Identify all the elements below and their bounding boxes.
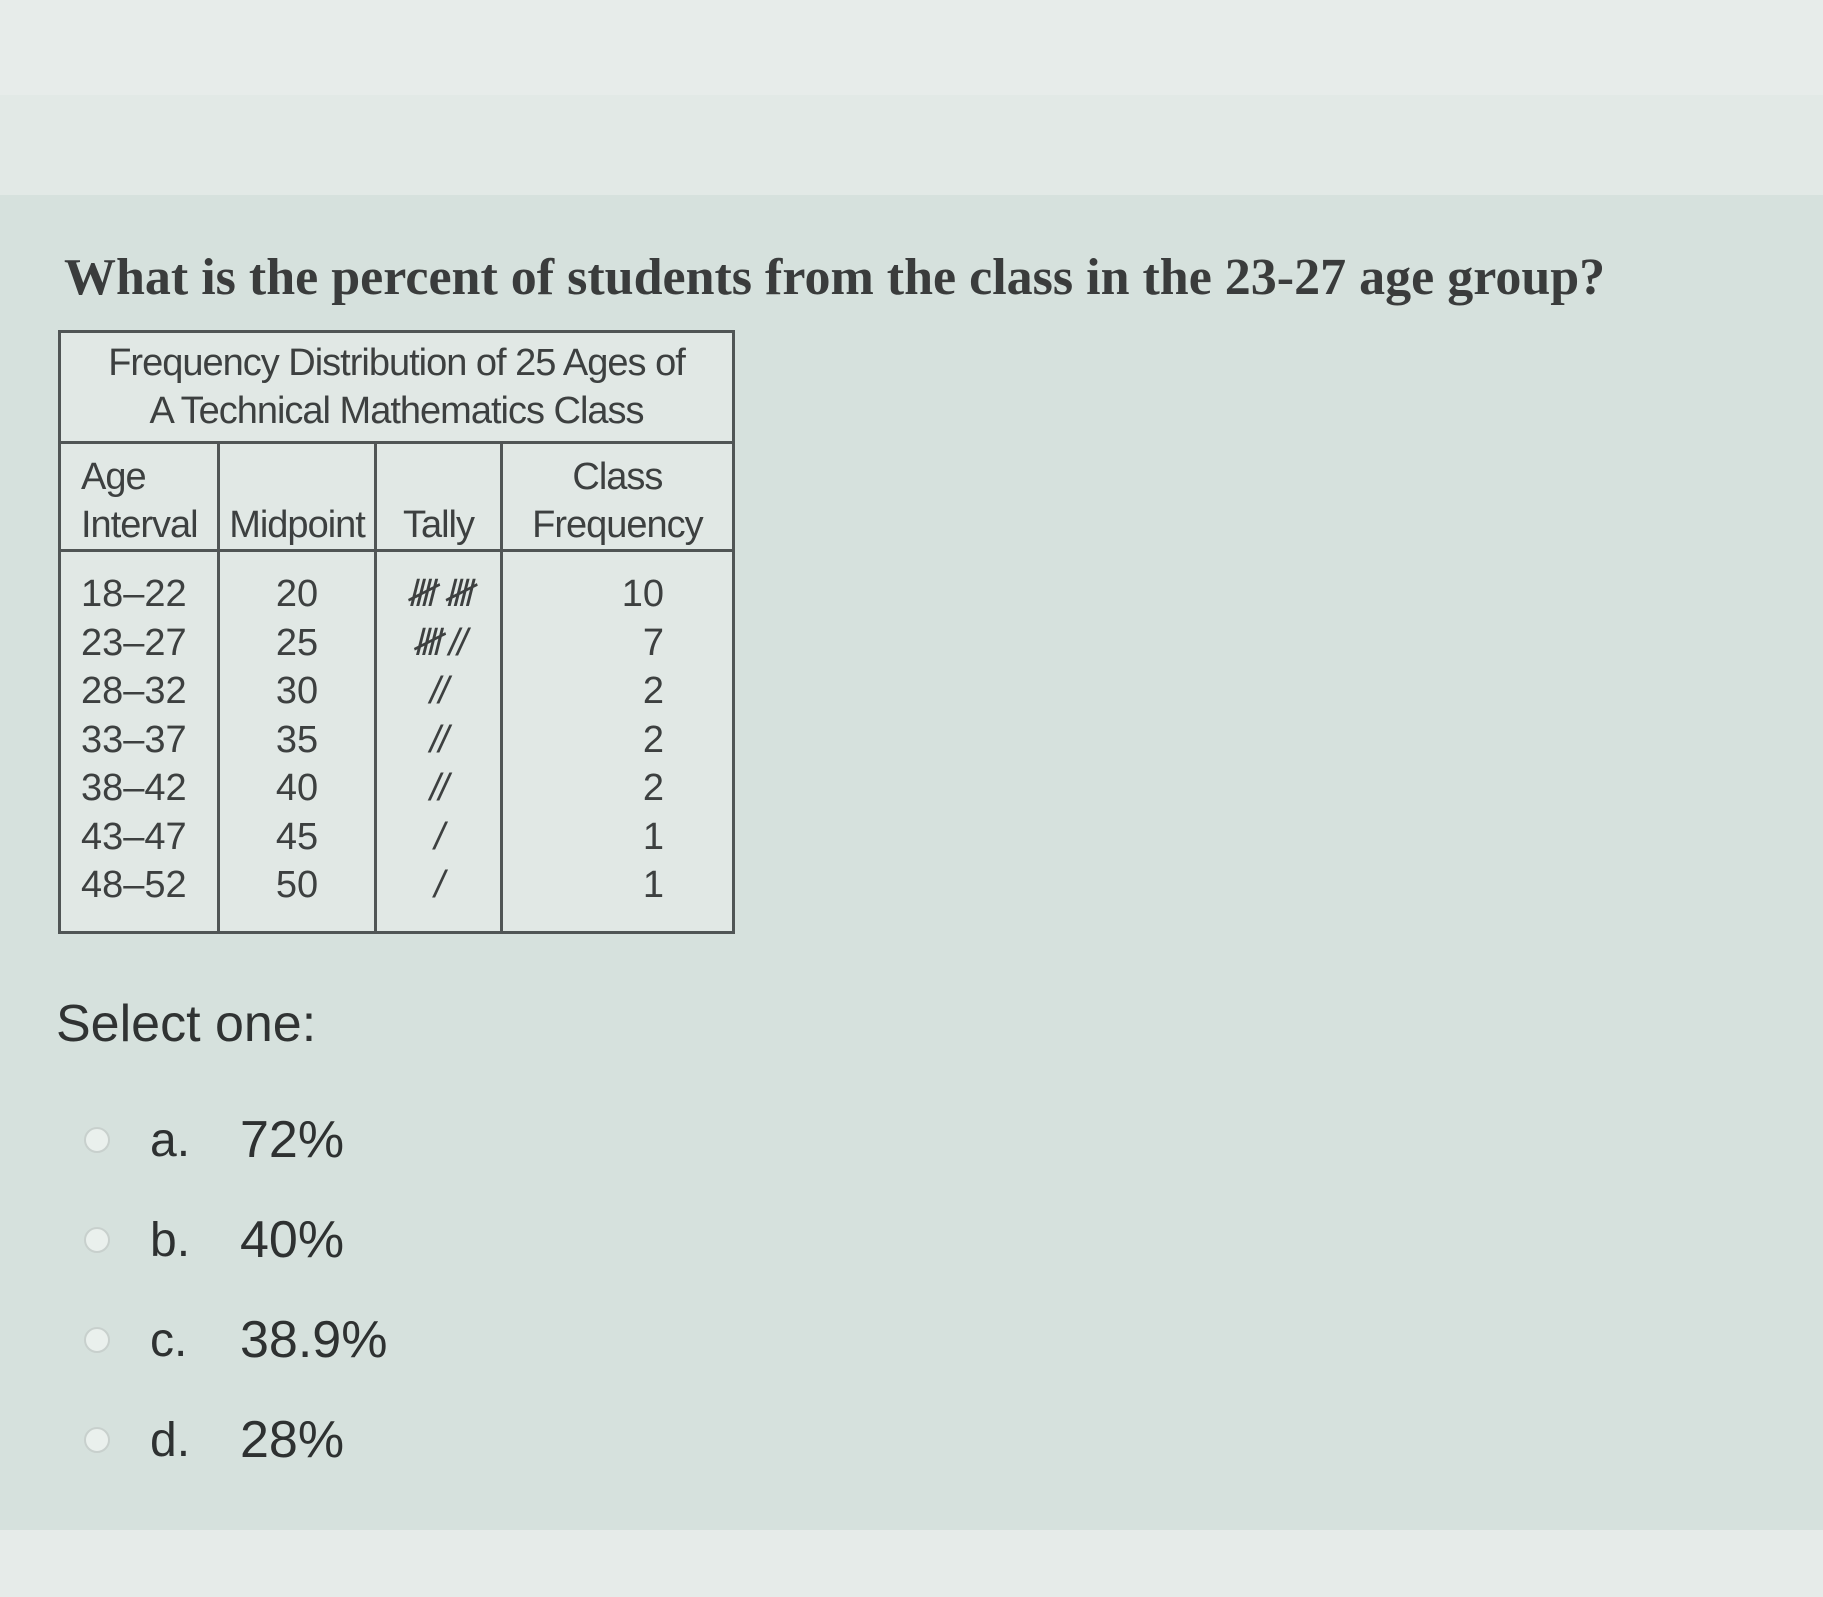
interval-column xyxy=(60,551,219,933)
option-value: 38.9% xyxy=(240,1311,388,1369)
frequency-cell: 10 xyxy=(621,573,664,615)
frequency-cell: 2 xyxy=(642,767,664,809)
header-class-frequency: Class Frequency xyxy=(501,443,733,551)
interval-cell: 48–52 xyxy=(81,864,187,906)
midpoint-cell: 35 xyxy=(275,718,319,761)
tally-cell: // xyxy=(429,718,448,761)
midpoint-cell: 25 xyxy=(275,621,319,664)
midpoint-cell: 50 xyxy=(275,864,319,906)
header-midpoint: Midpoint xyxy=(218,443,375,551)
frequency-distribution-table xyxy=(58,330,735,934)
header-age-interval: Age Interval xyxy=(60,443,219,551)
option-a[interactable] xyxy=(84,1090,387,1190)
interval-cell: 28–32 xyxy=(81,670,187,712)
tally-cell: 𝍸 // xyxy=(411,621,466,664)
option-d[interactable] xyxy=(84,1390,387,1490)
tally-column xyxy=(376,551,502,933)
option-c[interactable] xyxy=(84,1290,387,1390)
bottom-background-band xyxy=(0,1530,1823,1597)
midpoint-cell: 40 xyxy=(275,767,319,809)
tally-cell: // xyxy=(429,670,448,712)
option-letter: b. xyxy=(150,1213,191,1267)
select-one-label: Select one: xyxy=(56,995,317,1053)
radio-button-c[interactable] xyxy=(84,1327,110,1353)
option-letter: c. xyxy=(150,1313,188,1367)
frequency-cell: 2 xyxy=(642,670,664,712)
tally-cell: 𝍸 𝍸 xyxy=(405,573,472,615)
interval-cell: 18–22 xyxy=(81,573,187,615)
midpoint-cell: 20 xyxy=(275,573,319,615)
frequency-cell: 1 xyxy=(642,815,664,858)
midpoint-cell: 45 xyxy=(275,815,319,858)
tally-cell: / xyxy=(434,815,443,858)
table-title: Frequency Distribution of 25 Ages of A Technical Mathematics Class xyxy=(60,332,734,443)
option-value: 72% xyxy=(240,1111,345,1169)
option-b[interactable] xyxy=(84,1190,387,1290)
interval-cell: 43–47 xyxy=(81,815,187,858)
option-value: 40% xyxy=(240,1211,345,1269)
option-value: 28% xyxy=(240,1411,345,1469)
interval-cell: 33–37 xyxy=(81,718,187,761)
frequency-cell: 1 xyxy=(642,864,664,906)
header-background-band xyxy=(0,95,1823,195)
radio-button-b[interactable] xyxy=(84,1227,110,1253)
tally-cell: / xyxy=(434,864,443,906)
option-letter: a. xyxy=(150,1113,191,1167)
frequency-cell: 2 xyxy=(642,718,664,761)
question-text: What is the percent of students from the class in the 23-27 age group? xyxy=(64,249,1606,306)
radio-button-d[interactable] xyxy=(84,1427,110,1453)
interval-cell: 23–27 xyxy=(81,621,187,664)
midpoint-column xyxy=(218,551,375,933)
header-tally: Tally xyxy=(376,443,502,551)
option-letter: d. xyxy=(150,1413,191,1467)
tally-cell: // xyxy=(429,767,448,809)
top-background-band xyxy=(0,0,1823,95)
frequency-cell: 7 xyxy=(642,621,664,664)
midpoint-cell: 30 xyxy=(275,670,319,712)
interval-cell: 38–42 xyxy=(81,767,187,809)
answer-options xyxy=(84,1090,387,1490)
radio-button-a[interactable] xyxy=(84,1127,110,1153)
frequency-column xyxy=(501,551,733,933)
